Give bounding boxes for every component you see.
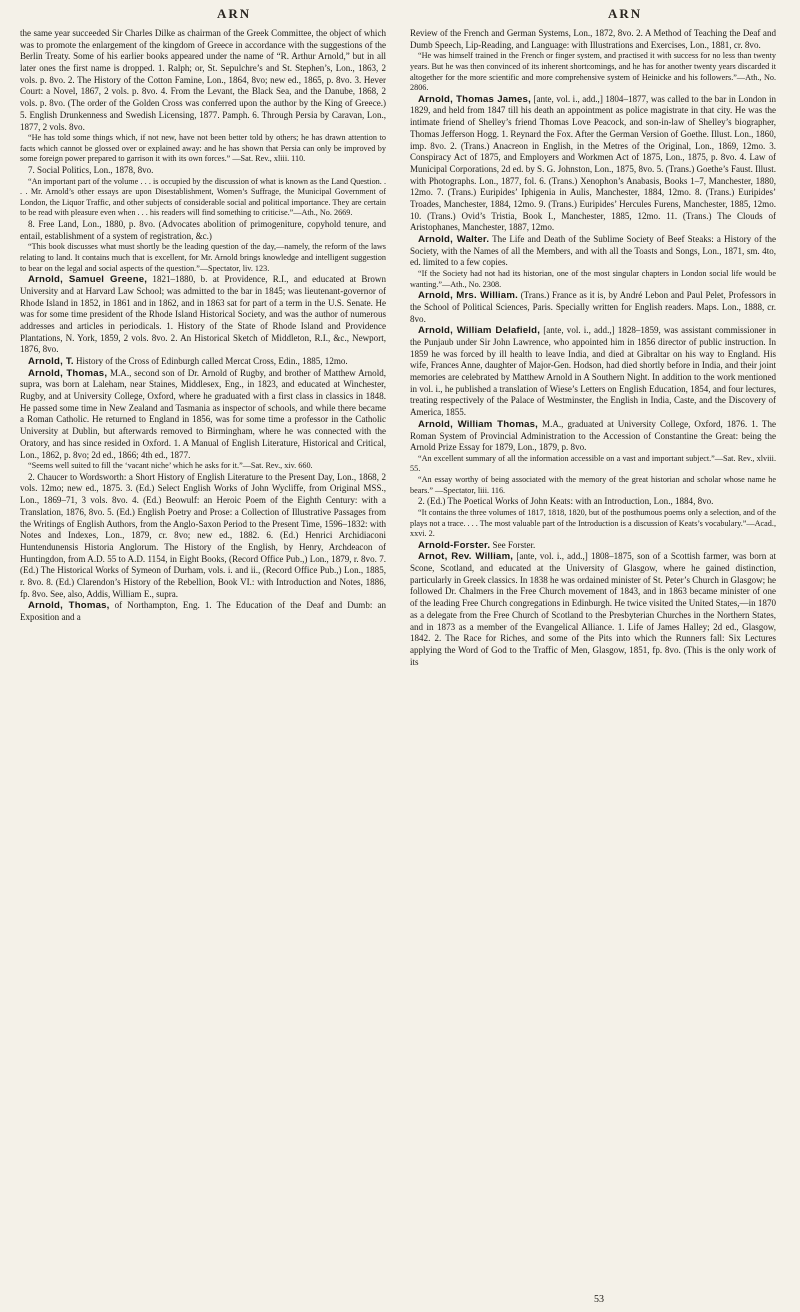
entry-paragraph [20,368,386,462]
review-quote [20,242,386,274]
entry-paragraph [410,419,776,454]
entry-headword: Arnot, Rev. William, [418,551,514,563]
entry-paragraph [410,540,776,552]
text-paragraph [20,28,386,133]
entry-headword: Arnold, William Delafield, [418,325,541,337]
entry-paragraph [410,551,776,668]
entry-text: [ante, vol. i., add.,] 1804–1877, was called to the bar in London in 1829, and held from 1847 till his death an appointment as police magistrate in that city. He was the intimate friend of Shelley’s friend Thomas Love Peacock, and son-in-law of Shelley’s biographer, Thomas Jefferson Hogg. 1. Reynard the Fox. After the German Version of Goethe. Illust. Lon., 1860, imp. 8vo. 2. (Trans.) Anacreon in English, in the Metres of the Original, Lon., 1869, 12mo. 3. Conspiracy Act of 1875, and Employers and Workmen Act of 1875, Lon., 1875, p. 8vo. 4. Law of Municipal Corporations, 2d ed. by S. G. Johnston, Lon., 1875, 8vo. 5. (Trans.) Goethe’s Faust. Illust. with Photographs. Lon., 1877, fol. 6. (Trans.) Xenophon’s Anabasis, Books 1–7, Manchester, 1880, 12mo. 7. (Trans.) Euripides’ Iphigenia in Aulis, Manchester, 1884, 12mo. 8. (Trans.) Euripides’ Troades, Manchester, 1884, 12mo. 9. (Trans.) Euripides’ Hercules Furens, Manchester, 1885, 12mo. 10. (Trans.) Ovid’s Tristia, Book I., Manchester, 1885, 12mo. 11. (Trans.) The Clouds of Aristophanes, Manchester, 1887, 12mo. [410,93,776,233]
entry-headword: Arnold, Mrs. William. [418,290,518,302]
entry-text: M.A., graduated at University College, Oxford, 1876. 1. The Roman System of Provincial Administration to the Accession of Constantine the Great: being the Arnold Prize Essay for 1879, Lon., 1879, p. 8vo. [410,418,776,453]
text-paragraph [20,165,386,177]
entry-text: History of the Cross of Edinburgh called Mercat Cross, Edin., 1885, 12mo. [73,356,348,366]
entry-paragraph [410,94,776,234]
entry-text: the same year succeeded Sir Charles Dilke as chairman of the Greek Committee, the object of which was to promote the enlargement of the kingdom of Greece in accordance with the suggestions of the Berlin Treaty. Some of his earlier books appeared under the name of “R. Arthur Arnold,” but in all later ones the first name is dropped. 1. Ralph; or, St. Sepulchre’s and St. Stephen’s, Lon., 1863, 2 vols. p. 8vo. 2. The History of the Cotton Famine, Lon., 1864, 8vo; new ed., 1865, p. 8vo. 3. Hever Court: a Novel, 1867, 2 vols. p. 8vo. 4. From the Levant, the Black Sea, and the Danube, 1868, 2 vols. p. 8vo. (The order of the Golden Cross was conferred upon the author by the King of Greece.) 5. English Drunkenness and Swedish Licensing, 1877. Pamph. 6. Through Persia by Caravan, Lon., 1877, 2 vols. 8vo. [20,28,386,132]
left-column [20,28,386,624]
text-paragraph [20,472,386,601]
header-right-guide-word: ARN [608,6,643,21]
entry-headword: Arnold-Forster. [418,539,491,551]
review-quote [410,51,776,93]
review-quote [20,461,386,472]
entry-text: “This book discusses what must shortly be the leading question of the day,—namely, the reform of the laws relating to land. It contains much that is excellent, for Mr. Arnold brings knowledge and intelligent suggestion to bear on the legal and social aspects of the question.”—Spectator, liv. 123. [20,242,386,273]
entry-paragraph [20,356,386,368]
entry-paragraph [410,290,776,325]
page-number: 53 [594,1294,604,1305]
header-left-guide-word: ARN [217,6,252,21]
entry-headword: Arnold, Thomas, [28,600,110,612]
entry-text: “It contains the three volumes of 1817, 1818, 1820, but of the posthumous poems only a selection, and of the plays not a trace. . . . The most valuable part of the Introduction is a discussion of Keats’s vocabulary.”—Acad., xxvi. 2. [410,507,776,539]
review-quote [20,177,386,219]
entry-headword: Arnold, Thomas James, [418,93,531,105]
entry-text: 8. Free Land, Lon., 1880, p. 8vo. (Advocates abolition of primogeniture, copyhold tenure, and entail, establishment of a system of registration, &c.) [20,219,386,241]
entry-paragraph [20,600,386,623]
right-column [410,28,776,668]
entry-paragraph [410,325,776,419]
entry-headword: Arnold, William Thomas, [418,418,539,430]
review-quote [410,508,776,540]
entry-text: of Northampton, Eng. 1. The Education of the Deaf and Dumb: an Exposition and a [20,600,387,623]
entry-text: “An essay worthy of being associated with the memory of the great historian and scholar whose name he bears.” —Spectator, liii. 116. [410,475,776,495]
entry-text: [ante, vol. i., add.,] 1828–1859, was assistant commissioner in the Punjaub under Sir John Lawrence, who appointed him in 1856 director of public instruction. In 1859 he was forced by ill health to leave India, and died at Gibraltar on his way to England. His wife, Frances Anne, daughter of Major-Gen. Hodson, had died shortly before in India, and their joint memories are celebrated by Matthew Arnold in A Southern Night. In addition to the work mentioned in vol. i., he published a translation of Wiese’s Letters on English Education, 1854, and four lectures, treating respectively of the Palace of Westminster, the English in India, Caste, and the Discovery of America, 1855. [410,325,776,418]
entry-text: “He has told some things which, if not new, have not been better told by others; he has drawn attention to facts which cannot be glossed over or explained away: and he has shown that Persia can only be improved by some foreign power prepared to garrison it with its own forces.” —Sat. Rev., xliii. 110. [20,133,386,164]
entry-text: “Seems well suited to fill the ‘vacant niche’ which he asks for it.”—Sat. Rev., xiv. 660. [28,461,313,471]
review-quote [20,133,386,165]
entry-text: See Forster. [490,539,536,550]
entry-headword: Arnold, T. [28,356,74,367]
entry-text: “If the Society had not had its historian, one of the most singular chapters in London social life would be wanting.”—Ath., No. 2308. [410,269,776,289]
entry-text: The Life and Death of the Sublime Society of Beef Steaks: a History of the Society, with the Names of all the Members, and with all the Toasts and Songs, Lon., 1871, sm. 4to, ed. limited to a few copies. [410,234,776,268]
entry-text: 2. (Ed.) The Poetical Works of John Keats: with an Introduction, Lon., 1884, 8vo. [418,496,714,507]
entry-text: 1821–1880, b. at Providence, R.I., and educated at Brown University and at Harvard Law School; was admitted to the bar in 1845; was lieutenant-governor of Rhode Island in 1852, in 1861 and in 1862, and in 1863 sat for part of a term in the U.S. Senate. He was for some time president of the Rhode Island Historical Society, and was the author of numerous addresses and articles in periodicals. 1. History of the State of Rhode Island and Providence Plantations, N. York, 1859, 2 vols. 8vo. 2. An Historical Sketch of Middleton, R.I., &c., Newport, 1876, 8vo. [20,274,386,355]
entry-paragraph [20,274,386,356]
text-paragraph [410,496,776,508]
review-quote [410,269,776,290]
text-paragraph [20,219,386,242]
entry-headword: Arnold, Walter. [418,234,490,245]
entry-text: Review of the French and German Systems, Lon., 1872, 8vo. 2. A Method of Teaching the Deaf and Dumb Speech, Lip-Reading, and Language: with Illustrations and Exercises, Lon., 1881, cr. 8vo. [410,28,776,50]
entry-headword: Arnold, Samuel Greene, [28,274,148,286]
entry-headword: Arnold, Thomas, [28,367,108,379]
review-quote [410,454,776,475]
running-header [20,6,780,28]
entry-text: “An excellent summary of all the information accessible on a vast and important subject.”—Sat. Rev., xlviii. 55. [410,453,776,474]
review-quote [410,475,776,496]
entry-text: (Trans.) France as it is, by André Lebon and Paul Pelet, Professors in the School of Political Sciences, Paris. Specially written for English readers. Maps. Lon., 1888, cr. 8vo. [410,290,776,324]
entry-text: “An important part of the volume . . . is occupied by the discussion of what is known as the Land Question. . . . Mr. Arnold’s other essays are upon Disestablishment, Women’s Suffrage, the Municipal Government of London, the Liquor Traffic, and other subjects of considerable social and political importance. They are certain to be read with pleasure even when . . . his readers will find something to criticise.”—Ath., No. 2669. [20,176,386,218]
text-paragraph [410,28,776,51]
entry-text: 2. Chaucer to Wordsworth: a Short History of English Literature to the Present Day, Lon., 1868, 2 vols. 12mo; new ed., 1875. 3. (Ed.) Select English Works of John Wycliffe, from Original MSS., Lon., 1869–71, 3 vols. 8vo. 4. (Ed.) Beowulf: an Heroic Poem of the Eighth Century: with a Translation, 1876, 8vo. 5. (Ed.) English Poetry and Prose: a Collection of Illustrative Passages from the Writings of English Authors, from the Anglo-Saxon Period to the Present Time, 1596–1832: with Notes and Indexes, Lon., 1879, cr. 8vo; new ed., 1882. 6. (Ed.) Henrici Archidiaconi Huntendunensis Historia Anglorum. The History of the English, by Henry, Archdeacon of Huntingdon, from A.D. 55 to A.D. 1154, in Eight Books, (Record Office Pub.,) Lon., 1879, r. 8vo. 7. (Ed.) The Historical Works of Symeon of Durham, vols. i. and ii., (Record Office Pub.,) Lon., 1885, r. 8vo. 8. (Ed.) Clarendon’s History of the Rebellion, Book VI.: with Introduction and Notes, 1886, fp. 8vo. See, also, Addis, William E., supra. [20,471,386,599]
entry-text: M.A., second son of Dr. Arnold of Rugby, and brother of Matthew Arnold, supra, was born at Laleham, near Staines, Middlesex, Eng., in 1823, and educated at Winchester, Rugby, and at University College, Oxford, where he graduated with a first class in classics in 1848. He passed some time in New Zealand and Tasmania as inspector of schools, and while there became a Roman Catholic. He returned to England in 1856, was for some time a professor in the Catholic University at Dublin, but afterwards removed to Birmingham, where he was connected with the Oratory, and has since resided in Oxford. 1. A Manual of English Literature, Historical and Critical, Lon., 1862, p. 8vo; 2d ed., 1866; 4th ed., 1877. [20,367,387,460]
entry-text: “He was himself trained in the French or finger system, and practised it with success for no less than twenty years. But he was then convinced of its inherent shortcomings, and he has for another twenty years discarded it altogether for the more scientific and more comprehensive system of Heinicke and his followers.”—Ath., No. 2806. [410,51,776,93]
entry-text: [ante, vol. i., add.,] 1808–1875, son of a Scottish farmer, was born at Scone, Scotland, and educated at the University of Glasgow, where he gained distinction, particularly in Greek classics. In 1838 he was ordained minister of St. Peter’s Church in Glasgow; he followed Dr. Chalmers in the Free Church movement of 1843, and in 1863 became minister of one of the leading Free Church congregations in Edinburgh. He twice visited the United States,—in 1870 as a delegate from the Free Church of Scotland to the Presbyterian Churches in the Northern States, and in 1873 as a member of the Evangelical Alliance. 1. Life of James Halley; 2d ed., Glasgow, 1842. 2. The Race for Riches, and some of the Pits into which the Runners fall: Six Lectures applying the Word of God to the Traffic of Men, Glasgow, 1851, fp. 8vo. (This is the only work of its [410,551,776,667]
entry-text: 7. Social Politics, Lon., 1878, 8vo. [28,164,154,175]
entry-paragraph [410,234,776,269]
